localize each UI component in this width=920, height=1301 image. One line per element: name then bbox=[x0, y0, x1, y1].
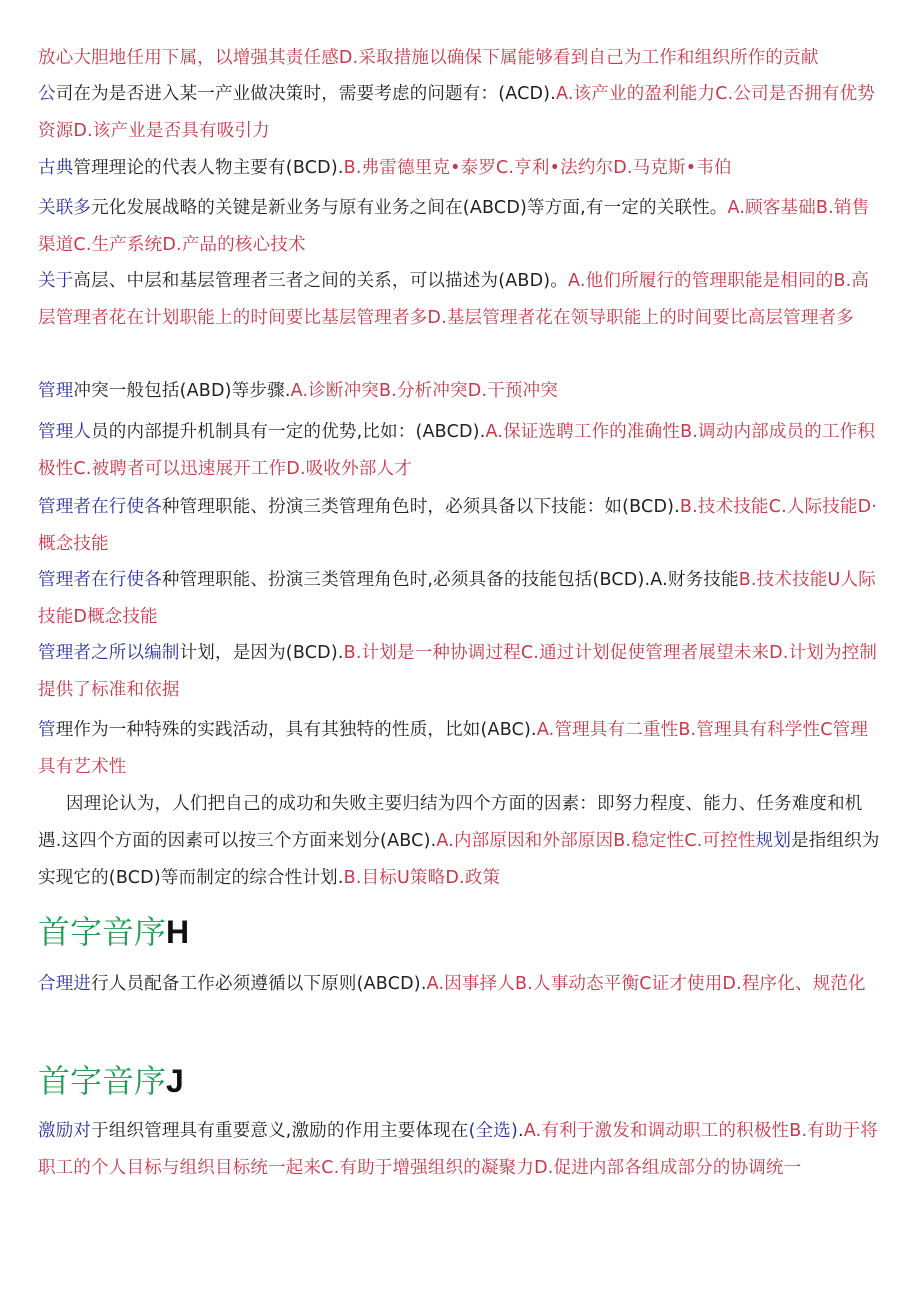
entry-8: 管理者在行使各种管理职能、扮演三类管理角色时，必须具备以下技能：如(BCD).B.技术技能C.人际技能D·概念技能 bbox=[38, 497, 878, 554]
entry-3: 古典管理理论的代表人物主要有(BCD).B.弗雷德里克•泰罗C.亨利•法约尔D.马克斯•韦伯 bbox=[38, 158, 732, 178]
entry-line-1: 放心大胆地任用下属，以增强其责任感D.采取措施以确保下属能够看到自己为工作和组织所作的贡献 bbox=[38, 48, 819, 68]
entry-12: 因理论认为，人们把自己的成功和失败主要归结为四个方面的因素：即努力程度、能力、任务难度和机遇.这四个方面的因素可以按三个方面来划分(ABC).A.内部原因和外部原因B.稳定性C.可控性规划是指组织为实现它的(BCD)等而制定的综合性计划.B.目标U策略D.政策 bbox=[38, 794, 880, 888]
entry-9: 管理者在行使各种管理职能、扮演三类管理角色时,必须具备的技能包括(BCD).A.财务技能B.技术技能U人际技能D概念技能 bbox=[38, 570, 876, 627]
entry-7: 管理人员的内部提升机制具有一定的优势,比如：(ABCD).A.保证选聘工作的准确性B.调动内部成员的工作积极性C.被聘者可以迅速展开工作D.吸收外部人才 bbox=[38, 422, 876, 479]
section-heading-j: 首字音序J bbox=[38, 1062, 184, 1100]
entry-13: 合理进行人员配备工作必须遵循以下原则(ABCD).A.因事择人B.人事动态平衡C证才使用D.程序化、规范化 bbox=[38, 974, 866, 994]
entry-2: 公司在为是否进入某一产业做决策时，需要考虑的问题有：(ACD).A.该产业的盈利能力C.公司是否拥有优势资源D.该产业是否具有吸引力 bbox=[38, 84, 875, 141]
entry-10: 管理者之所以编制计划，是因为(BCD).B.计划是一种协调过程C.通过计划促使管理者展望未来D.计划为控制提供了标准和依据 bbox=[38, 643, 878, 700]
section-heading-h: 首字音序H bbox=[38, 913, 190, 951]
entry-5: 关于高层、中层和基层管理者三者之间的关系，可以描述为(ABD)。A.他们所履行的管理职能是相同的B.高层管理者花在计划职能上的时间要比基层管理者多D.基层管理者花在领导职能上的时间要比高层管理者多 bbox=[38, 271, 870, 328]
entry-6: 管理冲突一般包括(ABD)等步骤.A.诊断冲突B.分析冲突D.干预冲突 bbox=[38, 381, 559, 401]
entry-11: 管理作为一种特殊的实践活动，具有其独特的性质，比如(ABC).A.管理具有二重性B.管理具有科学性C管理具有艺术性 bbox=[38, 720, 869, 777]
entry-4: 关联多元化发展战略的关键是新业务与原有业务之间在(ABCD)等方面,有一定的关联性。A.顾客基础B.销售渠道C.生产系统D.产品的核心技术 bbox=[38, 198, 870, 255]
entry-14: 激励对于组织管理具有重要意义,激励的作用主要体现在(全选).A.有利于激发和调动职工的积极性B.有助于将职工的个人目标与组织目标统一起来C.有助于增强组织的凝聚力D.促进内部各组成部分的协调统一 bbox=[38, 1121, 879, 1178]
